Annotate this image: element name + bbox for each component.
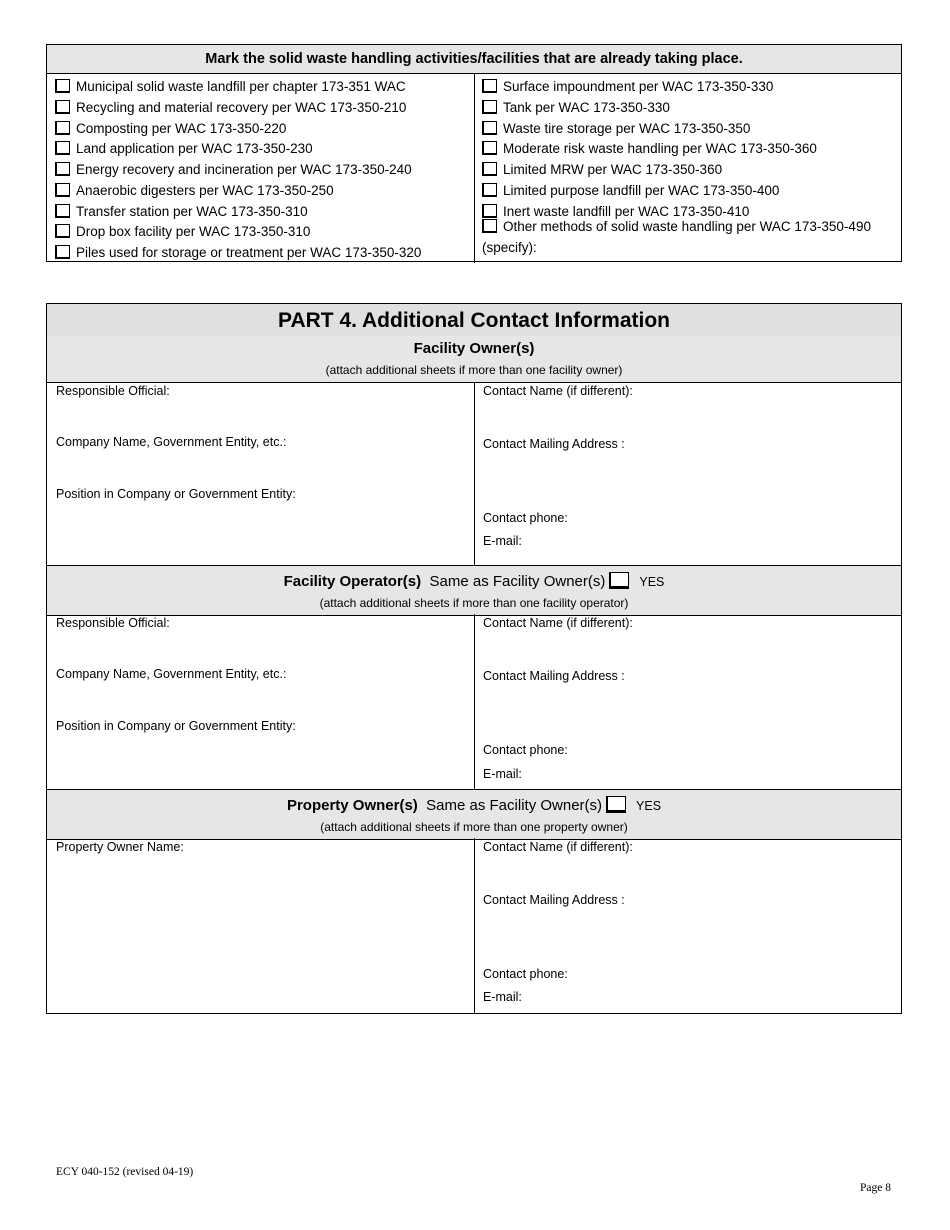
activities-left-column [47, 74, 475, 263]
property-owner-name-label: Property Owner Name: [56, 840, 184, 854]
activities-header: Mark the solid waste handling activities/facilities that are already taking place. [47, 45, 901, 74]
part-title: PART 4. Additional Contact Information [47, 304, 901, 337]
property-same-as-checkbox[interactable] [606, 796, 626, 813]
owner-position-label: Position in Company or Government Entity: [56, 487, 296, 501]
activity-checkbox[interactable] [55, 121, 70, 135]
activity-item[interactable]: Tank per WAC 173-350-330 [482, 100, 670, 116]
column-divider [474, 838, 475, 1014]
activity-item[interactable]: Transfer station per WAC 173-350-310 [55, 204, 308, 220]
activity-item[interactable]: Energy recovery and incineration per WAC 173-350-240 [55, 162, 412, 178]
operator-yes-label: YES [639, 575, 665, 589]
property-owner-heading-row [47, 796, 901, 814]
specify-label: (specify): [482, 240, 537, 255]
owner-company-name-label: Company Name, Government Entity, etc.: [56, 435, 287, 449]
activity-checkbox[interactable] [55, 204, 70, 218]
activity-checkbox[interactable] [55, 245, 70, 259]
activity-item[interactable]: Piles used for storage or treatment per WAC 173-350-320 [55, 245, 421, 261]
activity-checkbox[interactable] [482, 141, 497, 155]
facility-operator-heading-row [47, 572, 901, 590]
owner-contact-name-label: Contact Name (if different): [483, 384, 633, 398]
activity-checkbox[interactable] [55, 162, 70, 176]
page-number: Page 8 [860, 1182, 891, 1194]
owner-responsible-official-label: Responsible Official: [56, 384, 170, 398]
activity-item[interactable]: Inert waste landfill per WAC 173-350-410 [482, 204, 749, 220]
activity-item[interactable]: Municipal solid waste landfill per chapter 173-351 WAC [55, 79, 406, 95]
form-id: ECY 040-152 (revised 04-19) [56, 1166, 194, 1178]
activity-item[interactable]: Recycling and material recovery per WAC 173-350-210 [55, 100, 406, 116]
property-owner-note: (attach additional sheets if more than one property owner) [320, 820, 628, 834]
property-same-as-label: Same as Facility Owner(s) [426, 797, 603, 814]
facility-owner-heading: Facility Owner(s) [413, 340, 535, 357]
activity-item[interactable]: Other methods of solid waste handling per WAC 173-350-490 [482, 219, 871, 235]
owner-phone-label: Contact phone: [483, 511, 568, 525]
activities-right-column [474, 74, 901, 263]
property-yes-label: YES [636, 799, 662, 813]
operator-mailing-address-label: Contact Mailing Address : [483, 669, 625, 683]
operator-company-name-label: Company Name, Government Entity, etc.: [56, 667, 287, 681]
owner-email-label: E-mail: [483, 534, 522, 548]
activity-item[interactable]: Drop box facility per WAC 173-350-310 [55, 224, 310, 240]
column-divider [474, 614, 475, 789]
property-owner-heading: Property Owner(s) [286, 797, 418, 814]
operator-same-as-label: Same as Facility Owner(s) [429, 573, 606, 590]
property-contact-name-label: Contact Name (if different): [483, 840, 633, 854]
facility-operator-heading: Facility Operator(s) [283, 573, 422, 590]
activity-item[interactable]: Surface impoundment per WAC 173-350-330 [482, 79, 773, 95]
activity-item[interactable]: Limited purpose landfill per WAC 173-350-400 [482, 183, 779, 199]
activity-checkbox[interactable] [55, 79, 70, 93]
operator-contact-name-label: Contact Name (if different): [483, 616, 633, 630]
activity-checkbox[interactable] [55, 183, 70, 197]
activity-item[interactable]: Anaerobic digesters per WAC 173-350-250 [55, 183, 334, 199]
facility-owner-note: (attach additional sheets if more than one facility owner) [325, 363, 623, 377]
activity-item[interactable]: Land application per WAC 173-350-230 [55, 141, 313, 157]
activities-table [46, 44, 902, 262]
property-email-label: E-mail: [483, 990, 522, 1004]
property-phone-label: Contact phone: [483, 967, 568, 981]
activity-checkbox[interactable] [55, 100, 70, 114]
activity-checkbox[interactable] [482, 162, 497, 176]
activity-checkbox[interactable] [55, 224, 70, 238]
activity-checkbox[interactable] [482, 79, 497, 93]
activity-item[interactable]: Moderate risk waste handling per WAC 173-350-360 [482, 141, 817, 157]
facility-operator-note: (attach additional sheets if more than one facility operator) [319, 596, 629, 610]
activity-checkbox[interactable] [482, 219, 497, 233]
activity-item[interactable]: Limited MRW per WAC 173-350-360 [482, 162, 722, 178]
operator-email-label: E-mail: [483, 767, 522, 781]
activity-checkbox[interactable] [55, 141, 70, 155]
activity-checkbox[interactable] [482, 100, 497, 114]
activity-checkbox[interactable] [482, 204, 497, 218]
operator-position-label: Position in Company or Government Entity: [56, 719, 296, 733]
operator-responsible-official-label: Responsible Official: [56, 616, 170, 630]
property-mailing-address-label: Contact Mailing Address : [483, 893, 625, 907]
facility-operator-band [47, 565, 901, 616]
column-divider [474, 382, 475, 565]
activity-item[interactable]: Waste tire storage per WAC 173-350-350 [482, 121, 750, 137]
owner-mailing-address-label: Contact Mailing Address : [483, 437, 625, 451]
operator-phone-label: Contact phone: [483, 743, 568, 757]
activity-checkbox[interactable] [482, 183, 497, 197]
operator-same-as-checkbox[interactable] [609, 572, 629, 589]
activity-checkbox[interactable] [482, 121, 497, 135]
property-owner-band [47, 789, 901, 840]
part4-table [46, 303, 902, 1014]
facility-owner-band [47, 336, 901, 383]
activity-item[interactable]: Composting per WAC 173-350-220 [55, 121, 286, 137]
